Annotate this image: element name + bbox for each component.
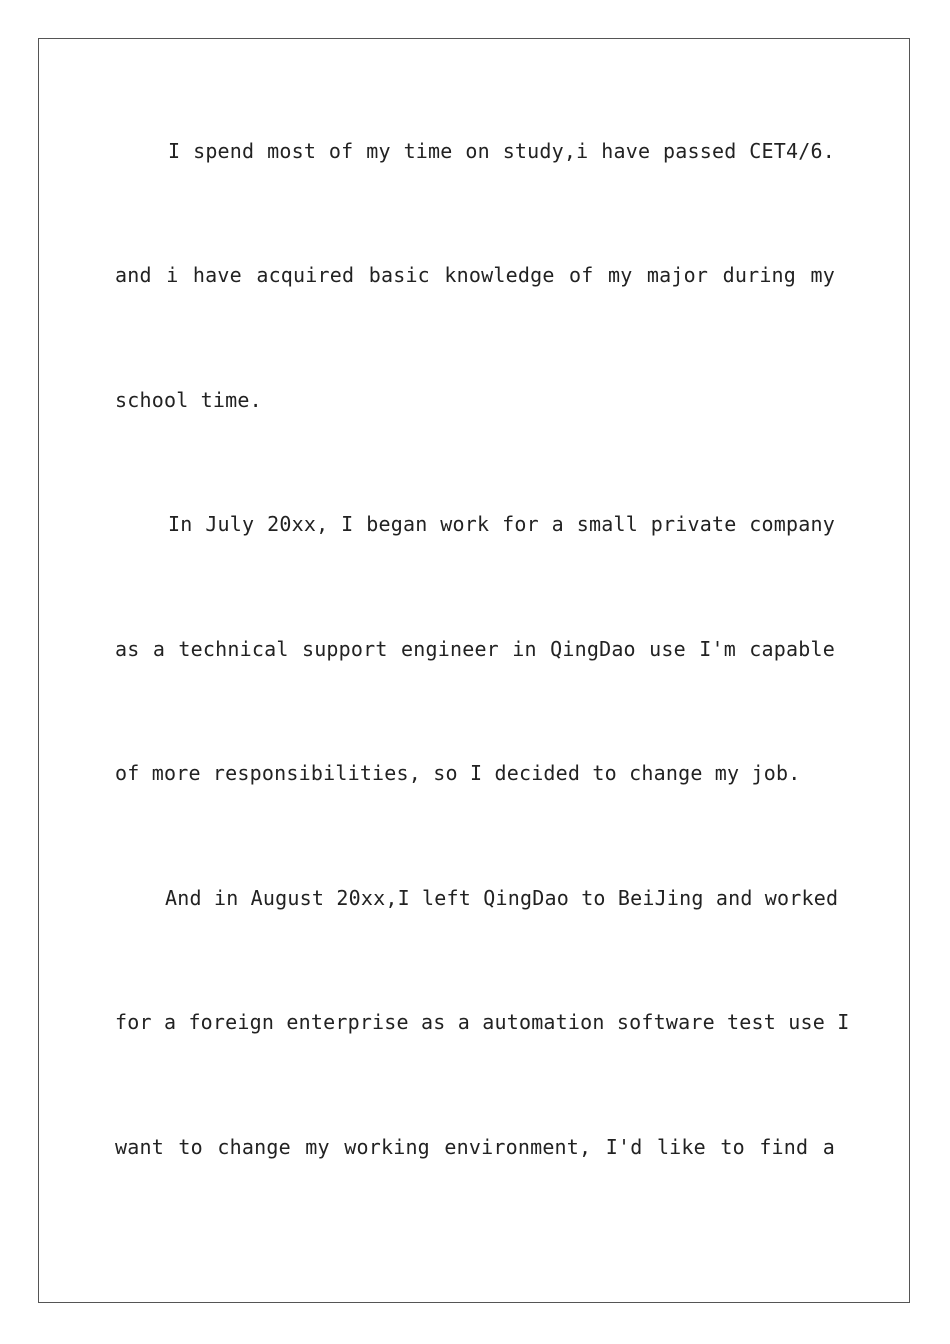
paragraph-line: and i have acquired basic knowledge of my major during my [115,263,835,287]
paragraph-line: as a technical support engineer in QingDao use I'm capable [115,637,835,661]
paragraph-line: want to change my working environment, I'd like to find a [115,1135,835,1159]
paragraph-line: In July 20xx, I began work for a small private company [168,512,835,536]
paragraph-line: of more responsibilities, so I decided to change my job. [115,761,801,785]
paragraph-line: And in August 20xx,I left QingDao to BeiJing and worked [165,886,839,910]
page-border [38,38,910,1303]
paragraph-line: I spend most of my time on study,i have passed CET4/6. [168,139,835,163]
paragraph-line: for a foreign enterprise as a automation software test use I [115,1010,850,1034]
paragraph-line: school time. [115,388,262,412]
